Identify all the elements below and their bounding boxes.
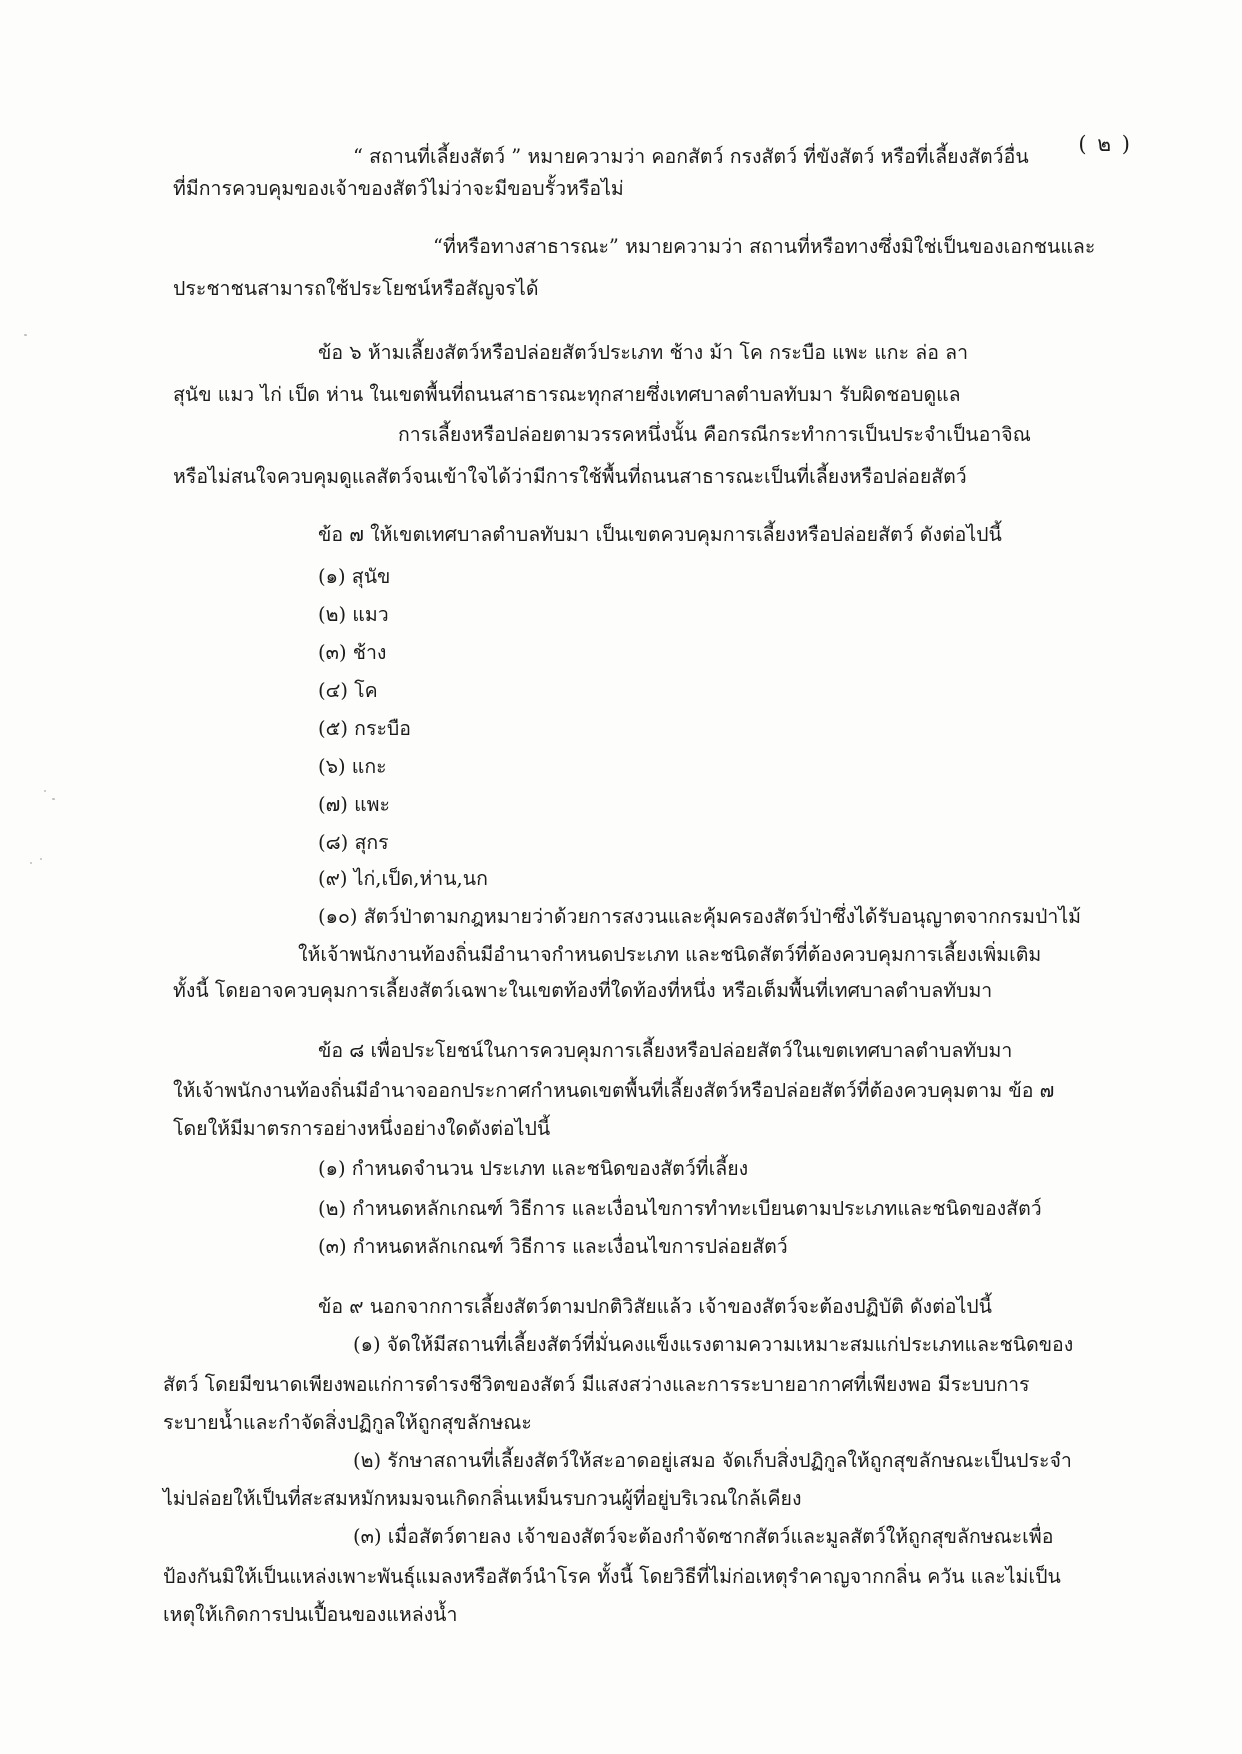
clause-7-item: (๔) โค [318,679,378,702]
scan-speck [44,790,46,792]
clause-9-line: สัตว์ โดยมีขนาดเพียงพอแก่การดำรงชีวิตของสัตว์ มีแสงสว่างและการระบายอากาศที่เพียงพอ มีระบบการ [163,1373,1030,1396]
clause-7-item: (๑๐) สัตว์ป่าตามกฎหมายว่าด้วยการสงวนและคุ้มครองสัตว์ป่าซึ่งได้รับอนุญาตจากกรมป่าไม้ [318,905,1081,928]
clause-8-line: ให้เจ้าพนักงานท้องถิ่นมีอำนาจออกประกาศกำหนดเขตพื้นที่เลี้ยงสัตว์หรือปล่อยสัตว์ที่ต้องควบคุมตาม ข้อ ๗ [173,1079,1055,1102]
scan-speck [24,334,27,336]
clause-7-item: (๑) สุนัข [318,565,391,588]
clause-6-line: หรือไม่สนใจควบคุมดูแลสัตว์จนเข้าใจได้ว่ามีการใช้พื้นที่ถนนสาธารณะเป็นที่เลี้ยงหรือปล่อยสัตว์ [173,465,967,488]
clause-9-line: (๒) รักษาสถานที่เลี้ยงสัตว์ให้สะอาดอยู่เสมอ จัดเก็บสิ่งปฏิกูลให้ถูกสุขลักษณะเป็นประจำ [353,1449,1072,1472]
clause-7-item: (๕) กระบือ [318,717,412,740]
clause-7-intro: ข้อ ๗ ให้เขตเทศบาลตำบลทับมา เป็นเขตควบคุมการเลี้ยงหรือปล่อยสัตว์ ดังต่อไปนี้ [318,523,1002,546]
definition-line: ประชาชนสามารถใช้ประโยชน์หรือสัญจรได้ [173,277,539,300]
clause-9-line: (๓) เมื่อสัตว์ตายลง เจ้าของสัตว์จะต้องกำจัดซากสัตว์และมูลสัตว์ให้ถูกสุขลักษณะเพื่อ [353,1525,1054,1548]
scan-speck [52,798,55,800]
scan-speck [40,858,42,860]
clause-9-line: ป้องกันมิให้เป็นแหล่งเพาะพันธุ์แมลงหรือสัตว์นำโรค ทั้งนี้ โดยวิธีที่ไม่ก่อเหตุรำคาญจากกลิ่น ควัน และไม่เป็น [163,1565,1061,1588]
clause-6-line: ข้อ ๖ ห้ามเลี้ยงสัตว์หรือปล่อยสัตว์ประเภท ช้าง ม้า โค กระบือ แพะ แกะ ล่อ ลา [318,341,969,364]
clause-9-line: (๑) จัดให้มีสถานที่เลี้ยงสัตว์ที่มั่นคงแข็งแรงตามความเหมาะสมแก่ประเภทและชนิดของ [353,1333,1074,1356]
definition-line: ที่มีการควบคุมของเจ้าของสัตว์ไม่ว่าจะมีขอบรั้วหรือไม่ [173,177,624,200]
clause-9-line: ไม่ปล่อยให้เป็นที่สะสมหมักหมมจนเกิดกลิ่นเหม็นรบกวนผู้ที่อยู่บริเวณใกล้เคียง [163,1487,802,1510]
clause-9-line: ระบายน้ำและกำจัดสิ่งปฏิกูลให้ถูกสุขลักษณะ [163,1411,532,1434]
scan-speck [30,862,32,864]
clause-8-line: ข้อ ๘ เพื่อประโยชน์ในการควบคุมการเลี้ยงหรือปล่อยสัตว์ในเขตเทศบาลตำบลทับมา [318,1039,1013,1062]
clause-9-line: เหตุให้เกิดการปนเปื้อนของแหล่งน้ำ [163,1603,458,1626]
clause-7-item: (๗) แพะ [318,793,390,816]
clause-7-note: ทั้งนี้ โดยอาจควบคุมการเลี้ยงสัตว์เฉพาะในเขตท้องที่ใดท้องที่หนึ่ง หรือเต็มพื้นที่เทศบาลตำบลทับมา [173,979,993,1002]
clause-8-item: (๑) กำหนดจำนวน ประเภท และชนิดของสัตว์ที่เลี้ยง [318,1157,749,1180]
clause-7-item: (๓) ช้าง [318,641,387,664]
clause-6-line: การเลี้ยงหรือปล่อยตามวรรคหนึ่งนั้น คือกรณีกระทำการเป็นประจำเป็นอาจิณ [398,423,1031,446]
clause-9-intro: ข้อ ๙ นอกจากการเลี้ยงสัตว์ตามปกติวิสัยแล้ว เจ้าของสัตว์จะต้องปฏิบัติ ดังต่อไปนี้ [318,1295,993,1318]
clause-7-item: (๙) ไก่,เป็ด,ห่าน,นก [318,867,488,890]
clause-7-item: (๒) แมว [318,603,389,626]
clause-6-line: สุนัข แมว ไก่ เป็ด ห่าน ในเขตพื้นที่ถนนสาธารณะทุกสายซึ่งเทศบาลตำบลทับมา รับผิดชอบดูแล [173,383,961,406]
clause-7-item: (๘) สุกร [318,831,389,854]
clause-8-item: (๓) กำหนดหลักเกณฑ์ วิธีการ และเงื่อนไขการปล่อยสัตว์ [318,1235,788,1258]
definition-line: “ที่หรือทางสาธารณะ” หมายความว่า สถานที่หรือทางซึ่งมิใช่เป็นของเอกชนและ [433,235,1096,258]
clause-8-line: โดยให้มีมาตรการอย่างหนึ่งอย่างใดดังต่อไปนี้ [173,1117,551,1140]
clause-7-item: (๖) แกะ [318,755,387,778]
clause-8-item: (๒) กำหนดหลักเกณฑ์ วิธีการ และเงื่อนไขการทำทะเบียนตามประเภทและชนิดของสัตว์ [318,1197,1042,1220]
page-number: ( ๒ ) [1078,132,1132,156]
clause-7-note: ให้เจ้าพนักงานท้องถิ่นมีอำนาจกำหนดประเภท และชนิดสัตว์ที่ต้องควบคุมการเลี้ยงเพิ่มเติม [298,943,1042,966]
definition-line: “ สถานที่เลี้ยงสัตว์ ” หมายความว่า คอกสัตว์ กรงสัตว์ ที่ขังสัตว์ หรือที่เลี้ยงสัตว์อื่น [353,145,1029,168]
